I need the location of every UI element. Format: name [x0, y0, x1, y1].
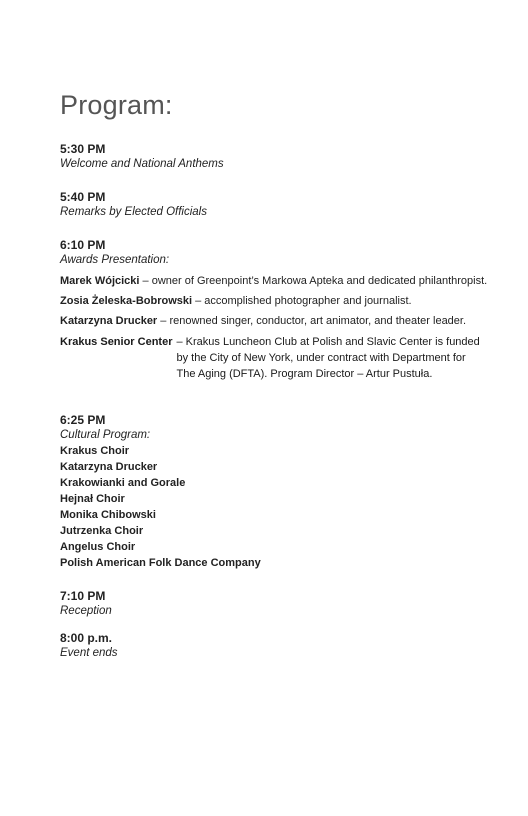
section-625-cultural — [60, 413, 500, 571]
performer-list — [60, 443, 500, 571]
list-item: Jutrzenka Choir — [60, 525, 144, 537]
award-entry — [60, 334, 500, 382]
list-item: Polish American Folk Dance Company — [60, 557, 261, 569]
award-name: Marek Wójcicki — [60, 275, 140, 287]
award-entry — [60, 274, 500, 289]
section-subtitle: Welcome and National Anthems — [60, 158, 224, 170]
section-time: 8:00 p.m. — [60, 631, 113, 645]
section-710 — [60, 589, 500, 619]
award-name: Zosia Żeleska-Bobrowski — [60, 295, 193, 307]
section-time: 6:25 PM — [60, 413, 106, 427]
section-subtitle: Remarks by Elected Officials — [60, 206, 207, 218]
section-time: 5:40 PM — [60, 190, 106, 204]
award-description: – accomplished photographer and journalist. — [192, 295, 412, 307]
list-item: Krakowianki and Gorale — [60, 477, 186, 489]
list-item: Hejnał Choir — [60, 493, 125, 505]
section-540 — [60, 190, 500, 220]
award-name: Katarzyna Drucker — [60, 315, 158, 327]
award-entry — [60, 294, 500, 309]
section-530 — [60, 142, 500, 172]
section-subtitle: Cultural Program: — [60, 429, 151, 441]
section-610-awards — [60, 238, 500, 382]
section-time: 5:30 PM — [60, 142, 106, 156]
award-description: – renowned singer, conductor, art animator, and theater leader. — [157, 315, 467, 327]
list-item: Krakus Choir — [60, 445, 130, 457]
list-item: Angelus Choir — [60, 541, 136, 553]
section-subtitle: Event ends — [60, 647, 118, 659]
list-item: Monika Chibowski — [60, 509, 156, 521]
award-description: – Krakus Luncheon Club at Polish and Slavic Center is funded by the City of New York, under contract with Department for The Aging (DFTA). Program Director – Artur Pustuła. — [176, 336, 480, 380]
page-title: Program: — [60, 90, 173, 120]
section-time: 6:10 PM — [60, 238, 106, 252]
section-800 — [60, 631, 500, 661]
section-time: 7:10 PM — [60, 589, 106, 603]
section-subtitle: Awards Presentation: — [60, 254, 170, 266]
list-item: Katarzyna Drucker — [60, 461, 158, 473]
award-description: – owner of Greenpoint’s Markowa Apteka and dedicated philanthropist. — [139, 275, 488, 287]
section-subtitle: Reception — [60, 605, 112, 617]
award-name: Krakus Senior Center — [60, 336, 173, 348]
award-entry — [60, 314, 500, 329]
